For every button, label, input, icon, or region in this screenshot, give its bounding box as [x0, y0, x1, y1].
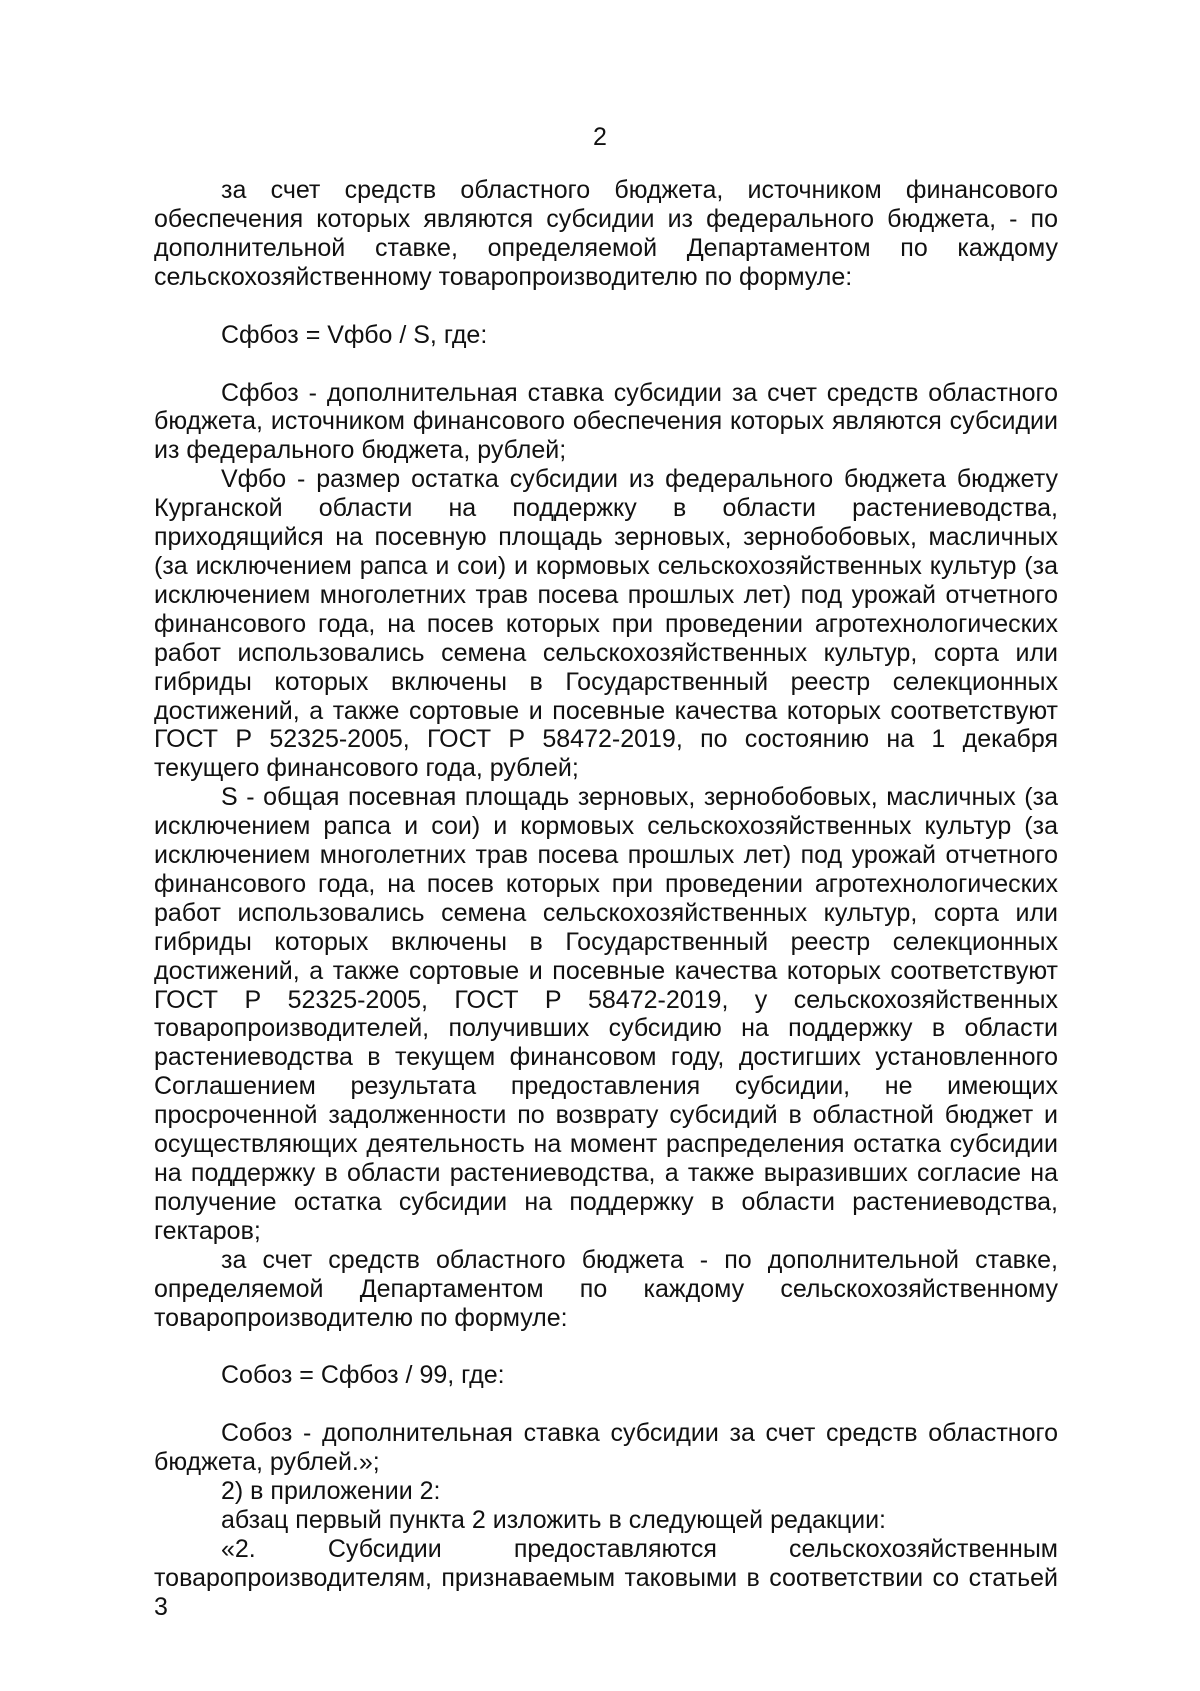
paragraph-federal-rate-intro: за счет средств областного бюджета, источником финансового обеспечения которых являются субсидии из федерального бюджета, - по дополнительной ставке, определяемой Департаментом по каждому сельскохозяйственному товаропроизводителю по формуле:: [154, 176, 1058, 291]
definition-vfbo: Vфбо - размер остатка субсидии из федерального бюджета бюджету Курганской области на поддержку в области растениеводства, приходящийся на посевную площадь зерновых, зернобобовых, масличных (за исключением рапса и сои) и кормовых сельскохозяйственных культур (за исключением многолетних трав посева прошлых лет) под урожай отчетного финансового года, на посев которых при проведении агротехнологических работ использовались семена сельскохозяйственных культур, сорта или гибриды которых включены в Государственный реестр селекционных достижений, а также сортовые и посевные качества которых соответствуют ГОСТ Р 52325-2005, ГОСТ Р 58472-2019, по состоянию на 1 декабря текущего финансового года, рублей;: [154, 465, 1058, 783]
paragraph-regional-rate-intro: за счет средств областного бюджета - по дополнительной ставке, определяемой Департаментом по каждому сельскохозяйственному товаропроизводителю по формуле:: [154, 1245, 1058, 1332]
formula-soboz: Собоз = Сфбоз / 99, где:: [221, 1361, 505, 1390]
page-number: 2: [593, 123, 607, 151]
document-body: [154, 176, 1058, 1622]
paragraph-appendix-2: 2) в приложении 2:: [221, 1477, 441, 1506]
paragraph-clause-2: «2. Субсидии предоставляются сельскохозяйственным товаропроизводителям, признаваемым таковыми в соответствии со статьей 3: [154, 1534, 1058, 1621]
definition-sfboz: Сфбоз - дополнительная ставка субсидии за счет средств областного бюджета, источником финансового обеспечения которых являются субсидии из федерального бюджета, рублей;: [154, 378, 1058, 465]
definition-s: S - общая посевная площадь зерновых, зернобобовых, масличных (за исключением рапса и сои) и кормовых сельскохозяйственных культур (за исключением многолетних трав посева прошлых лет) под урожай отчетного финансового года, на посев которых при проведении агротехнологических работ использовались семена сельскохозяйственных культур, сорта или гибриды которых включены в Государственный реестр селекционных достижений, а также сортовые и посевные качества которых соответствуют ГОСТ Р 52325-2005, ГОСТ Р 58472-2019, у сельскохозяйственных товаропроизводителей, получивших субсидию на поддержку в области растениеводства в текущем финансовом году, достигших установленного Соглашением результата предоставления субсидии, не имеющих просроченной задолженности по возврату субсидий в областной бюджет и осуществляющих деятельность на момент распределения остатка субсидии на поддержку в области растениеводства, а также выразивших согласие на получение остатка субсидии на поддержку в области растениеводства, гектаров;: [154, 783, 1058, 1245]
formula-sfboz: Сфбоз = Vфбо / S, где:: [221, 320, 488, 349]
definition-soboz: Собоз - дополнительная ставка субсидии за счет средств областного бюджета, рублей.»;: [154, 1419, 1058, 1477]
paragraph-amendment-instruction: абзац первый пункта 2 изложить в следующей редакции:: [221, 1506, 886, 1535]
